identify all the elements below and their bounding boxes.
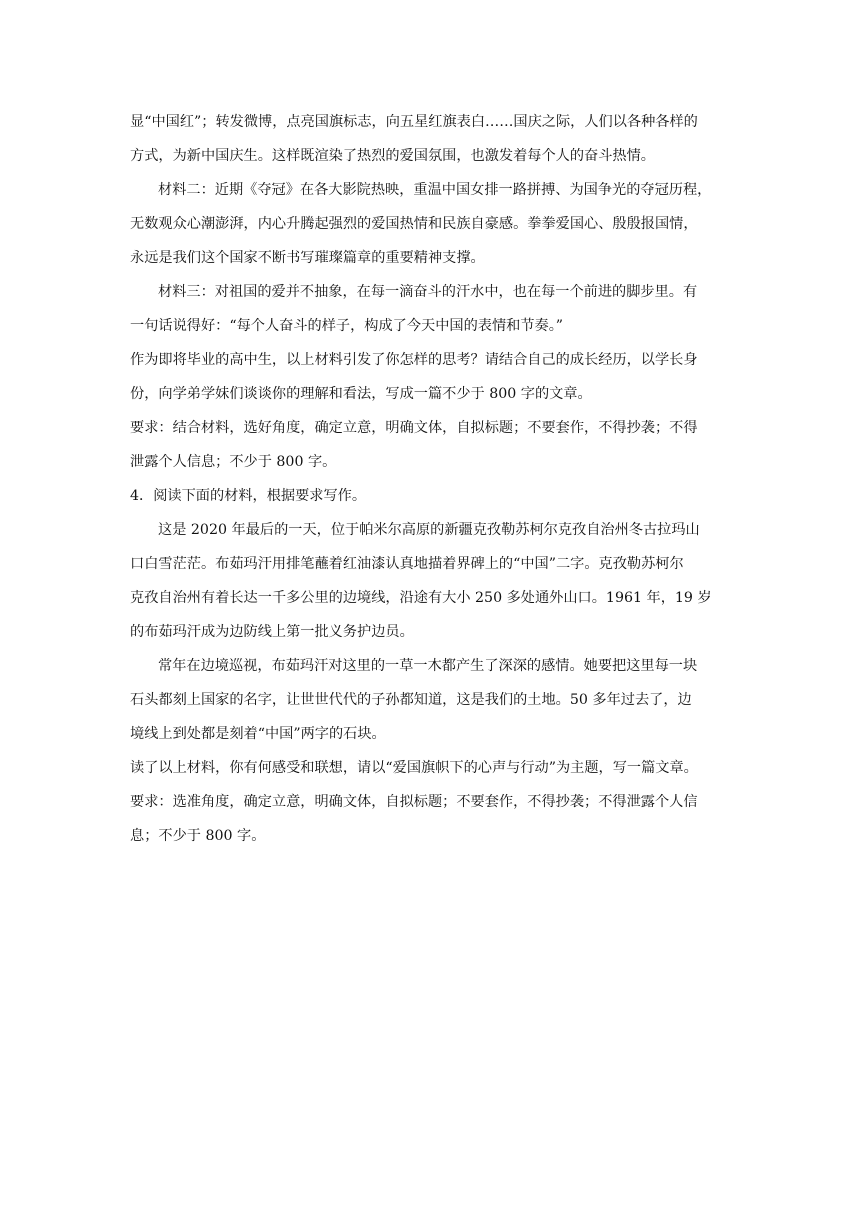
text-line-1: 显“中国红”；转发微博，点亮国旗标志，向五星红旗表白……国庆之际，人们以各种各样的 [130,114,698,130]
text-line-21: 要求：选准角度，确定立意，明确文体，自拟标题；不要套作，不得抄袭；不得泄露个人信 [130,794,698,810]
document-page [130,105,730,853]
text-line-19: 境线上到处都是刻着“中国”两字的石块。 [130,726,386,742]
question-heading: 4．阅读下面的材料，根据要求写作。 [130,488,367,504]
text-line-20: 读了以上材料，你有何感受和联想，请以“爱国旗帜下的心声与行动”为主题，写一篇文章。 [130,760,698,776]
text-line-4: 无数观众心潮澎湃，内心升腾起强烈的爱国热情和民族自豪感。拳拳爱国心、殷殷报国情， [130,216,698,232]
text-line-18: 石头都刻上国家的名字，让世世代代的子孙都知道，这是我们的土地。50 多年过去了，边 [130,692,692,708]
text-line-6: 材料三：对祖国的爱并不抽象，在每一滴奋斗的汗水中，也在每一个前进的脚步里。有 [158,284,698,300]
text-line-22: 息；不少于 800 字。 [130,828,266,844]
text-line-11: 泄露个人信息；不少于 800 字。 [130,454,337,470]
text-line-10: 要求：结合材料，选好角度，确定立意，明确文体，自拟标题；不要套作，不得抄袭；不得 [130,420,698,436]
text-line-14: 口白雪茫茫。布茹玛汗用排笔蘸着红油漆认真地描着界碑上的“中国”二字。克孜勒苏柯尔 [130,556,684,572]
text-line-9: 份，向学弟学妹们谈谈你的理解和看法，写成一篇不少于 800 字的文章。 [130,386,592,402]
text-line-15: 克孜自治州有着长达一千多公里的边境线，沿途有大小 250 多处通外山口。1961 年，19 岁 [130,590,712,606]
text-line-13: 这是 2020 年最后的一天，位于帕米尔高原的新疆克孜勒苏柯尔克孜自治州冬古拉玛山 [158,522,700,538]
text-line-17: 常年在边境巡视，布茹玛汗对这里的一草一木都产生了深深的感情。她要把这里每一块 [158,658,698,674]
text-line-5: 永远是我们这个国家不断书写璀璨篇章的重要精神支撑。 [130,250,485,266]
text-line-2: 方式，为新中国庆生。这样既渲染了热烈的爱国氛围，也激发着每个人的奋斗热情。 [130,148,655,164]
text-line-16: 的布茹玛汗成为边防线上第一批义务护边员。 [130,624,414,640]
text-line-3: 材料二：近期《夺冠》在各大影院热映，重温中国女排一路拼搏、为国争光的夺冠历程， [158,182,712,198]
text-line-8: 作为即将毕业的高中生，以上材料引发了你怎样的思考？请结合自己的成长经历，以学长身 [130,352,698,368]
text-line-7: 一句话说得好：“每个人奋斗的样子，构成了今天中国的表情和节奏。” [130,318,564,334]
